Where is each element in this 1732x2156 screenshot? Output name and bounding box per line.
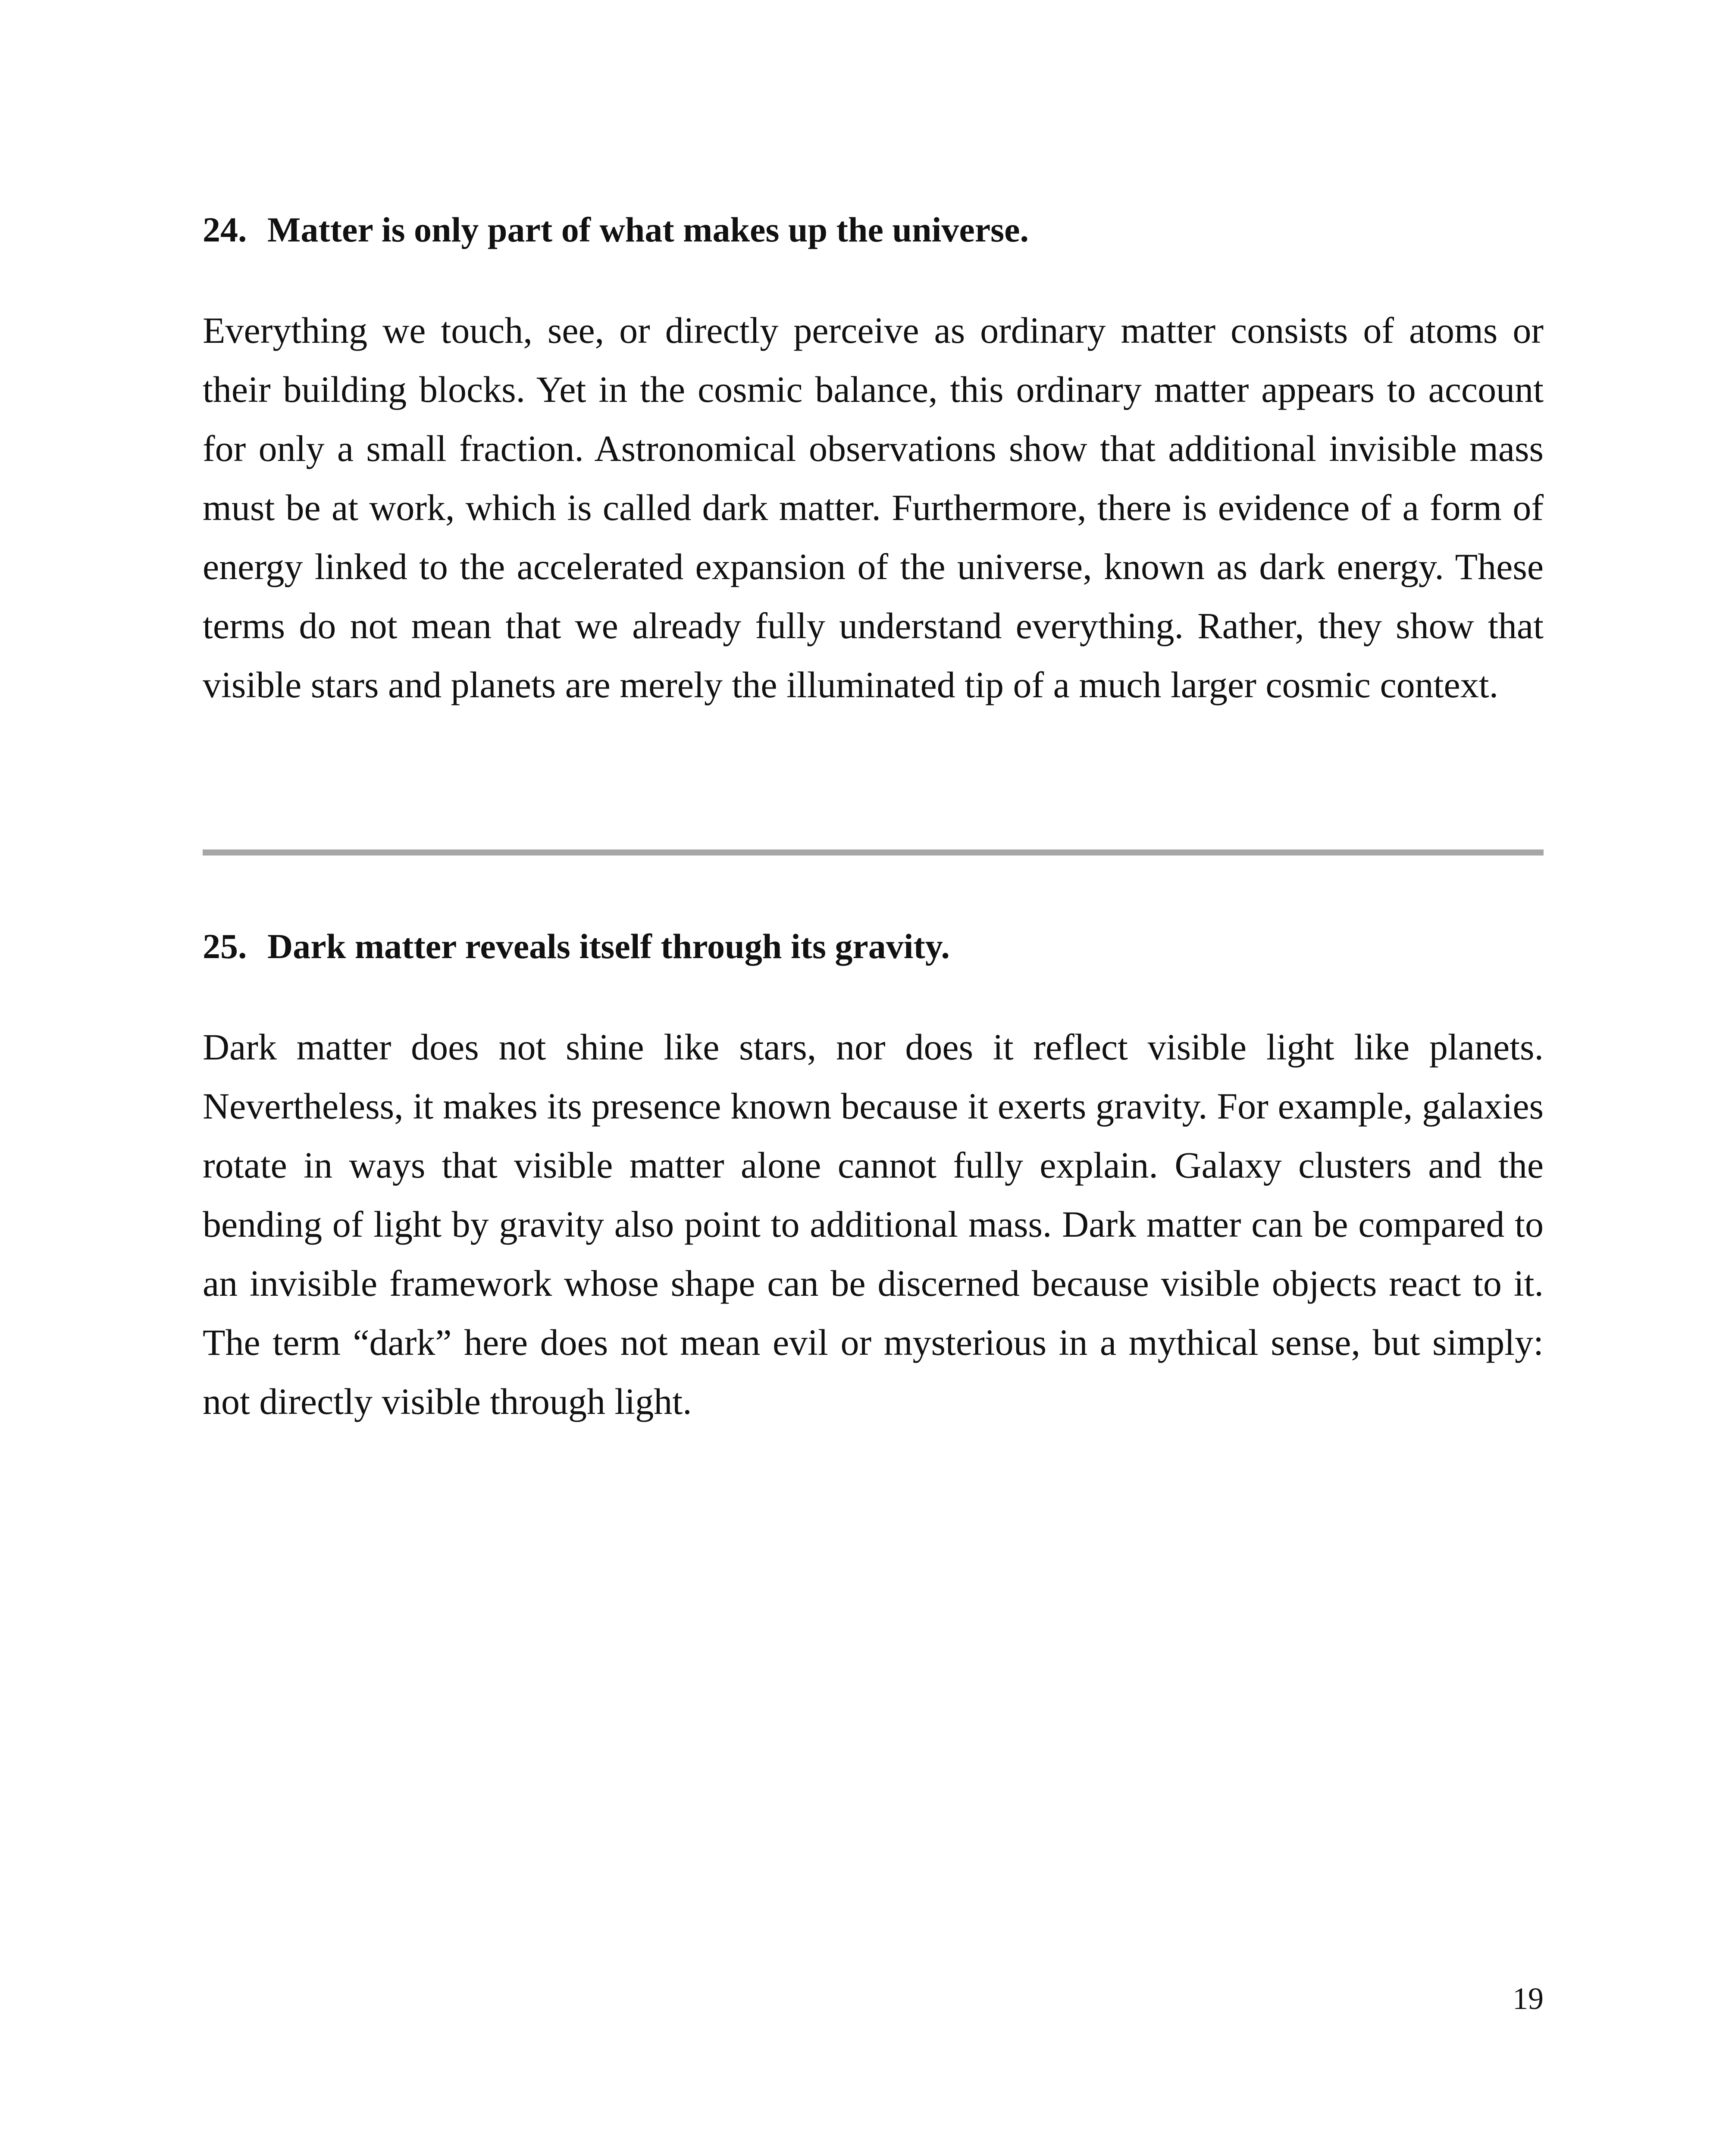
page-number: 19 (1513, 1981, 1544, 2016)
section-25 (203, 925, 1544, 1431)
section-body: Dark matter does not shine like stars, nor does it reflect visible light like planets. Nevertheless, it makes its presence known because it exerts gravity. For example, galaxies rotate in ways that visible matter alone cannot fully explain. Galaxy clusters and the bending of light by gravity also point to additional mass. Dark matter can be compared to an invisible framework whose shape can be discerned because visible objects react to it. The term “dark” here does not mean evil or mysterious in a mythical sense, but simply: not directly visible through light. (203, 1026, 1544, 1422)
section-divider (203, 849, 1544, 856)
section-number: 25. (203, 927, 247, 966)
section-title: Matter is only part of what makes up the universe. (267, 210, 1029, 249)
section-body: Everything we touch, see, or directly perceive as ordinary matter consists of atoms or their building blocks. Yet in the cosmic balance, this ordinary matter appears to account for only a small fraction. Astronomical observations show that additional invisible mass must be at work, which is called dark matter. Furthermore, there is evidence of a form of energy linked to the accelerated expansion of the universe, known as dark energy. These terms do not mean that we already fully understand everything. Rather, they show that visible stars and planets are merely the illuminated tip of a much larger cosmic context. (203, 310, 1544, 705)
section-number: 24. (203, 210, 247, 249)
section-heading (203, 208, 1544, 251)
section-heading (203, 925, 1544, 968)
section-title: Dark matter reveals itself through its gravity. (267, 927, 950, 966)
section-24 (203, 208, 1544, 714)
